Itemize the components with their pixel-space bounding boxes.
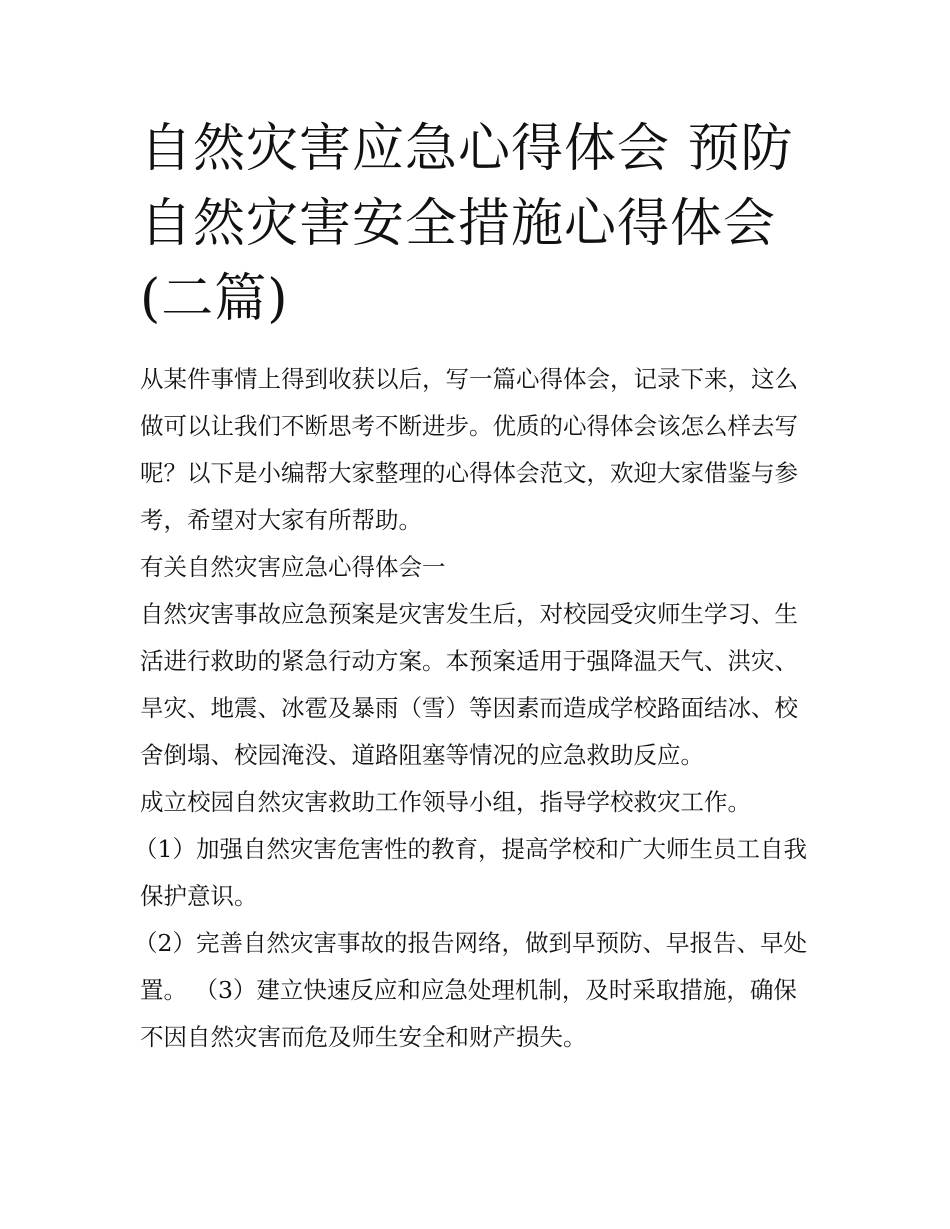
- list-item-2: （2）完善自然灾害事故的报告网络，做到早预防、早报告、早处置。 （3）建立快速反应和应急处理机制，及时采取措施，确保不因自然灾害而危及师生安全和财产损失。: [134, 929, 807, 1051]
- body-paragraph-1: 自然灾害事故应急预案是灾害发生后，对校园受灾师生学习、生活进行救助的紧急行动方案。本预案适用于强降温天气、洪灾、旱灾、地震、冰雹及暴雨（雪）等因素而造成学校路面结冰、校舍倒塌、校园淹没、道路阻塞等情况的应急救助反应。: [140, 600, 798, 769]
- section-heading: 有关自然灾害应急心得体会一: [140, 553, 446, 581]
- document-title: 自然灾害应急心得体会 预防自然灾害安全措施心得体会(二篇): [140, 119, 794, 329]
- document-body: [134, 356, 820, 1061]
- intro-paragraph: 从某件事情上得到收获以后，写一篇心得体会，记录下来，这么做可以让我们不断思考不断进步。优质的心得体会该怎么样去写呢？以下是小编帮大家整理的心得体会范文，欢迎大家借鉴与参考，希望对大家有所帮助。: [140, 365, 798, 534]
- body-paragraph-2: 成立校园自然灾害救助工作领导小组，指导学校救灾工作。: [140, 788, 751, 816]
- list-item-1: （1）加强自然灾害危害性的教育，提高学校和广大师生员工自我保护意识。: [134, 835, 807, 910]
